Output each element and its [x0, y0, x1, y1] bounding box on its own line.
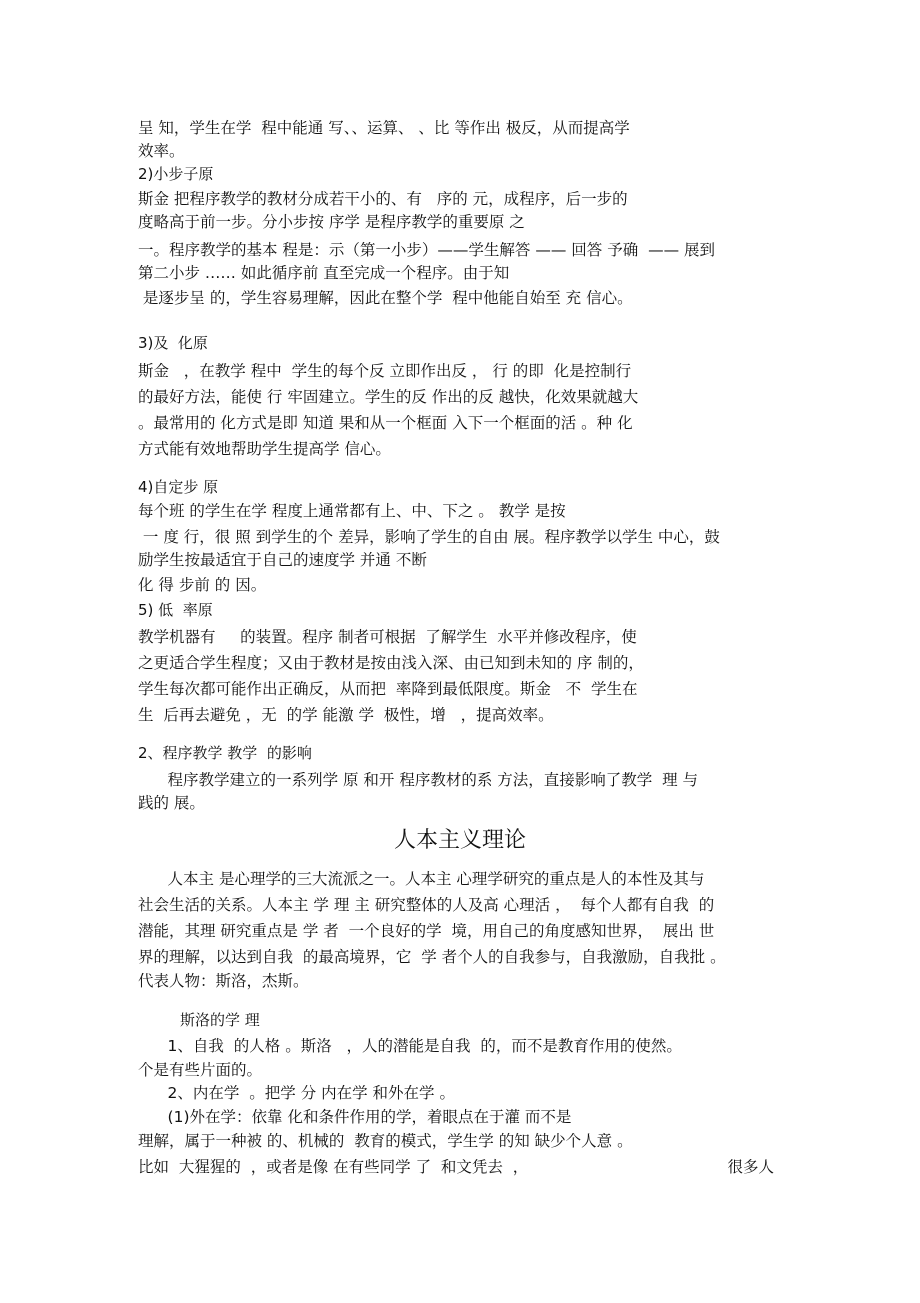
text-line: 教学机器有 的装置。程序 制者可根据 了解学生 水平并修改程序，使: [138, 628, 637, 646]
text-line: 一。程序教学的基本 程是：示（第一小步）——学生解答 —— 回答 予确 —— 展到: [138, 241, 715, 259]
text-line: 是逐步呈 的，学生容易理解，因此在整个学 程中他能自始至 充 信心。: [138, 289, 633, 307]
text-line: 第二小步 …… 如此循序前 直至完成一个程序。由于知: [138, 264, 510, 282]
text-line: 界的理解，以达到自我 的最高境界，它 学 者个人的自我参与，自我激励，自我批 。: [138, 948, 726, 966]
text-line: 化 得 步前 的 因。: [138, 576, 267, 594]
text-line: 比如 大猩猩的 ，或者是像 在有些同学 了 和文凭去 ，: [138, 1158, 529, 1176]
text-line: 斯金 ，在教学 程中 学生的每个反 立即作出反 ， 行 的即 化是控制行: [138, 362, 632, 380]
text-line: 每个班 的学生在学 程度上通常都有上、中、下之 。 教学 是按: [138, 502, 566, 520]
section-heading: 4)自定步 原: [138, 478, 219, 496]
text-line: (1)外在学：依靠 化和条件作用的学，着眼点在于灌 而不是: [138, 1108, 572, 1126]
text-line: 的最好方法，能使 行 牢固建立。学生的反 作出的反 越快，化效果就越大: [138, 388, 639, 406]
text-line: 效率。: [138, 142, 185, 160]
text-line: 呈 知，学生在学 程中能通 写、、运算、 、比 等作出 极反，从而提高学: [138, 119, 630, 137]
text-line: 之更适合学生程度；又由于教材是按由浅入深、由已知到未知的 序 制的，: [138, 654, 644, 672]
text-line: 斯金 把程序教学的教材分成若干小的、有 序的 元，成程序，后一步的: [138, 190, 628, 208]
text-line: 学生每次都可能作出正确反，从而把 率降到最低限度。斯金 不 学生在: [138, 680, 638, 698]
section-heading: 5) 低 率原: [138, 601, 213, 619]
text-line: 方式能有效地帮助学生提高学 信心。: [138, 440, 391, 458]
text-line: 程序教学建立的一系列学 原 和开 程序教材的系 方法，直接影响了教学 理 与: [138, 771, 699, 789]
text-line: 潜能，其理 研究重点是 学 者 一个良好的学 境，用自己的角度感知世界， 展出 世: [138, 922, 715, 940]
text-line: 度略高于前一步。分小步按 序学 是程序教学的重要原 之: [138, 213, 525, 231]
page-title: 人本主义理论: [393, 828, 526, 853]
text-line: 理解，属于一种被 的、机械的 教育的模式，学生学 的知 缺少个人意 。: [138, 1132, 633, 1150]
text-line: 人本主 是心理学的三大流派之一。人本主 心理学研究的重点是人的本性及其与: [138, 870, 705, 888]
section-heading: 3)及 化原: [138, 334, 208, 352]
section-heading: 2)小步子原: [138, 165, 214, 183]
text-line: 社会生活的关系。人本主 学 理 主 研究整体的人及高 心理活 ， 每个人都有自我 的: [138, 896, 715, 914]
text-line: 2、内在学 。把学 分 内在学 和外在学 。: [138, 1084, 455, 1102]
text-line: 践的 展。: [138, 794, 205, 812]
section-heading: 斯洛的学 理: [180, 1011, 260, 1029]
text-line-end: 很多人: [727, 1158, 774, 1176]
text-line: 一 度 行，很 照 到学生的个 差异，影响了学生的自由 展。程序教学以学生 中心，鼓: [138, 528, 720, 546]
text-line: 个是有些片面的。: [138, 1061, 263, 1079]
text-line: 1、自我 的人格 。斯洛 ，人的潜能是自我 的，而不是教育作用的使然。: [138, 1037, 682, 1055]
text-line: 励学生按最适宜于自己的速度学 并通 不断: [138, 551, 427, 569]
section-heading: 2、程序教学 教学 的影响: [138, 744, 312, 762]
text-line: 生 后再去避免 ，无 的学 能激 学 极性，增 ，提高效率。: [138, 706, 554, 724]
text-line: 。最常用的 化方式是即 知道 果和从一个框面 入下一个框面的活 。种 化: [138, 414, 633, 432]
text-line: 代表人物：斯洛，杰斯。: [138, 972, 309, 990]
